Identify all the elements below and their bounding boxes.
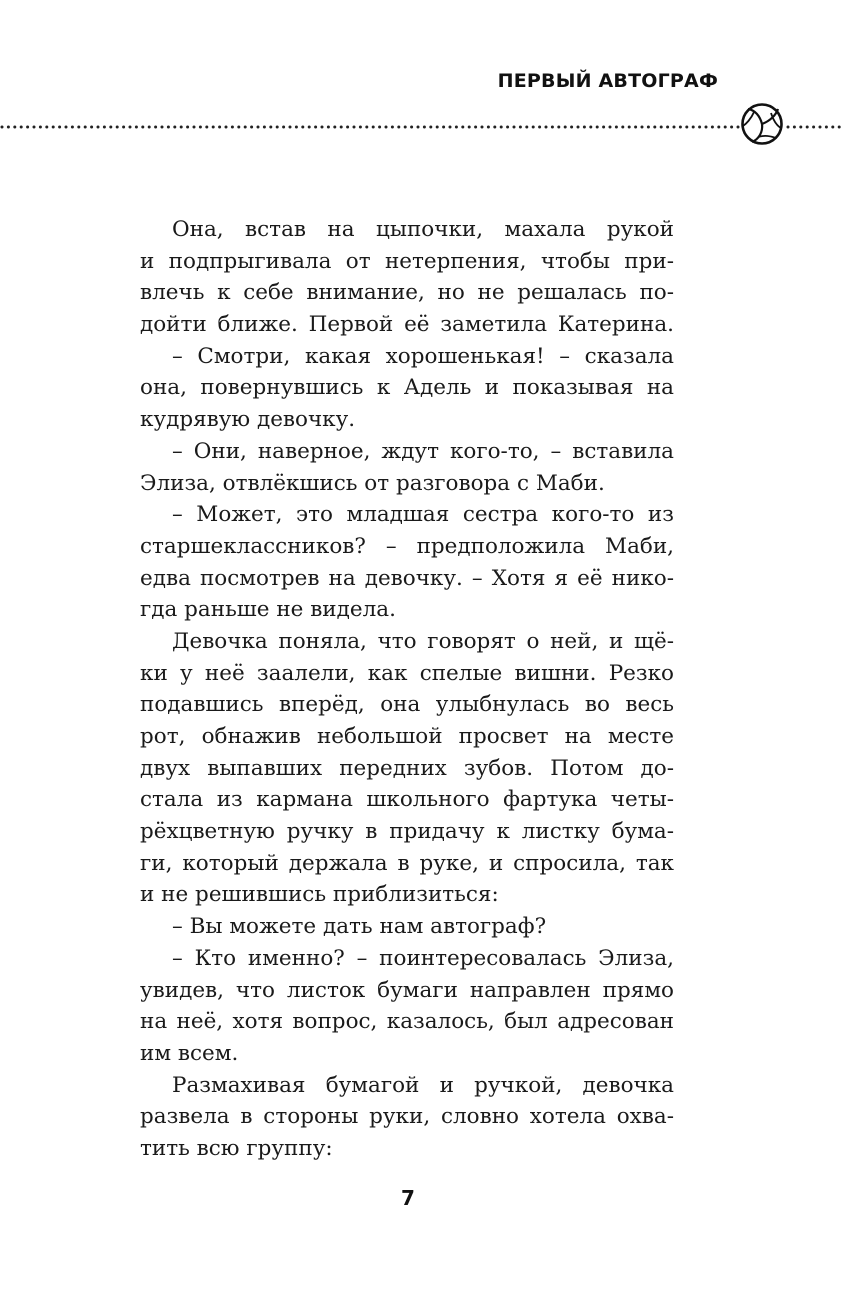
page-number: 7 bbox=[401, 1186, 415, 1210]
text-line: рёхцветную ручку в придачу к листку бума- bbox=[140, 819, 674, 845]
text-line: и не решившись приблизиться: bbox=[140, 882, 499, 908]
text-line: ги, который держала в руке, и спросила, так bbox=[140, 850, 674, 876]
text-line: – Смотри, какая хорошенькая! – сказала bbox=[172, 343, 674, 369]
text-line: двух выпавших передних зубов. Потом до- bbox=[140, 755, 674, 781]
text-line: ки у неё заалели, как спелые вишни. Резко bbox=[140, 660, 674, 686]
text-line: тить всю группу: bbox=[140, 1135, 333, 1161]
text-line: и подпрыгивала от нетерпения, чтобы при- bbox=[140, 248, 674, 274]
text-line: кудрявую девочку. bbox=[140, 407, 356, 433]
volleyball-icon bbox=[740, 102, 784, 146]
text-line: рот, обнажив небольшой просвет на месте bbox=[140, 724, 674, 749]
text-line: подавшись вперёд, она улыбнулась во весь bbox=[140, 692, 674, 718]
text-line: увидев, что листок бумаги направлен прямо bbox=[140, 977, 674, 1003]
text-line: она, повернувшись к Адель и показывая на bbox=[140, 375, 674, 401]
text-line: влечь к себе внимание, но не решалась по- bbox=[140, 280, 674, 306]
body-text bbox=[140, 214, 674, 1165]
text-line: Девочка поняла, что говорят о ней, и щё- bbox=[172, 628, 674, 654]
text-line: – Кто именно? – поинтересовалась Элиза, bbox=[172, 945, 674, 971]
text-line: – Вы можете дать нам автограф? bbox=[172, 914, 547, 940]
text-line: старшеклассников? – предположила Маби, bbox=[140, 533, 674, 559]
text-line: – Они, наверное, ждут кого-то, – вставила bbox=[172, 438, 674, 464]
text-line: развела в стороны руки, словно хотела охва- bbox=[140, 1104, 674, 1130]
text-line: – Может, это младшая сестра кого-то из bbox=[172, 502, 674, 528]
text-line: едва посмотрев на девочку. – Хотя я её нико- bbox=[140, 565, 674, 591]
text-line: Она, встав на цыпочки, махала рукой bbox=[172, 217, 674, 242]
dotted-rule bbox=[0, 124, 844, 130]
text-line: Размахивая бумагой и ручкой, девочка bbox=[172, 1072, 674, 1098]
text-line: Элиза, отвлёкшись от разговора с Маби. bbox=[140, 470, 605, 496]
text-line: стала из кармана школьного фартука четы- bbox=[140, 787, 674, 813]
text-line: им всем. bbox=[140, 1040, 239, 1066]
text-line: на неё, хотя вопрос, казалось, был адресован bbox=[140, 1009, 674, 1035]
text-line: гда раньше не видела. bbox=[140, 597, 396, 623]
running-head-title: ПЕРВЫЙ АВТОГРАФ bbox=[497, 70, 718, 92]
text-line: дойти ближе. Первой её заметила Катерина. bbox=[140, 312, 674, 338]
